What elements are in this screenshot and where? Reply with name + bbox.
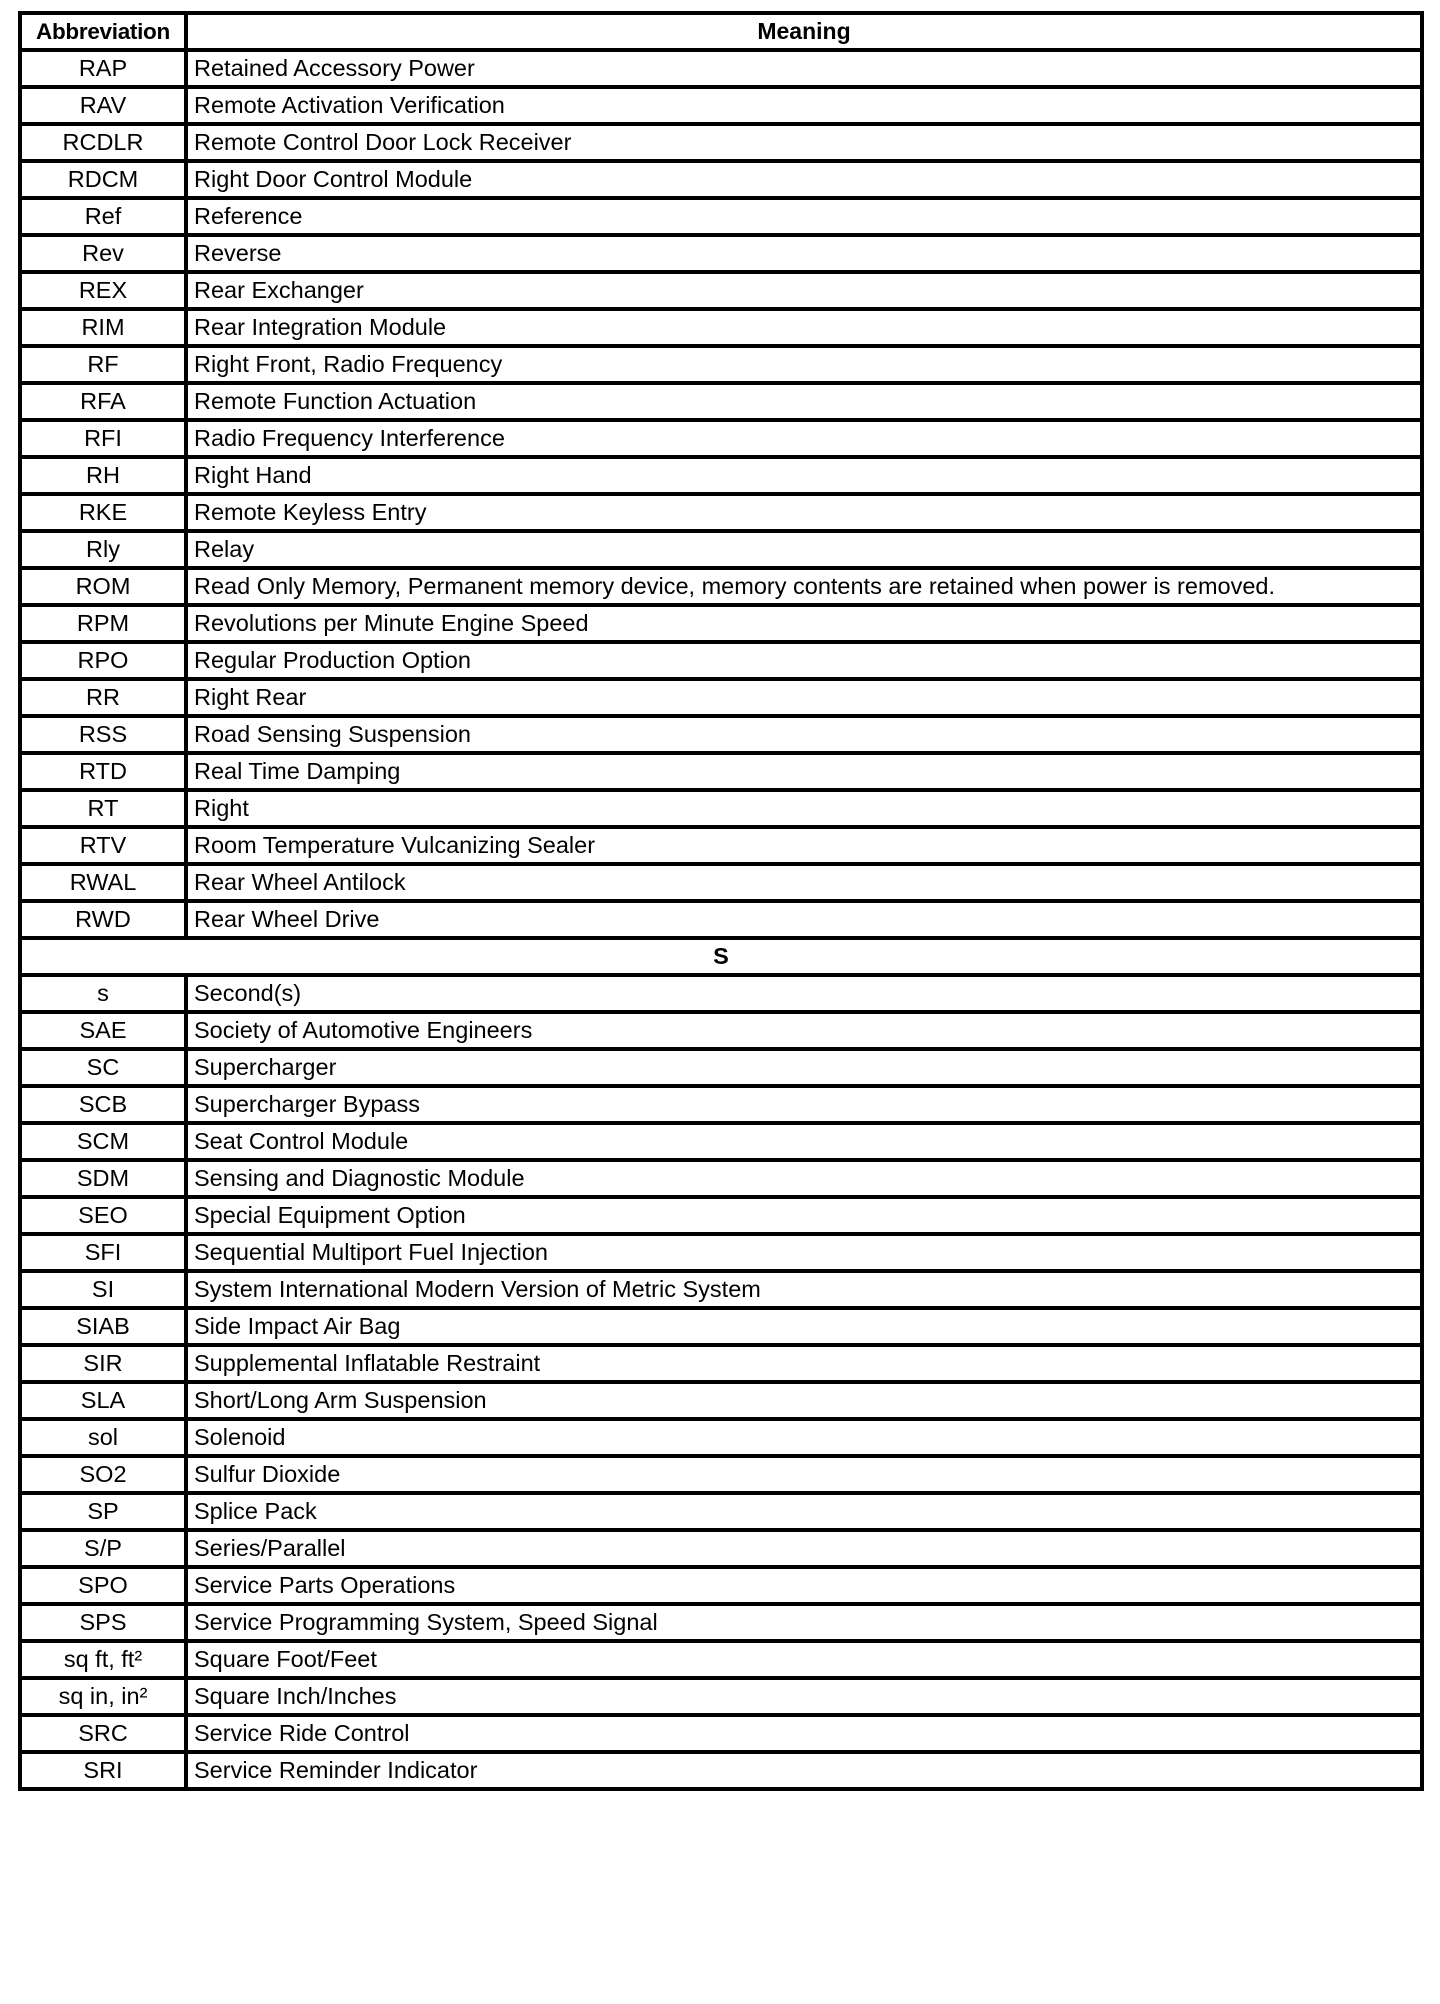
- abbreviation-cell: RH: [20, 457, 186, 494]
- table-row: [20, 1419, 1422, 1456]
- table-row: [20, 1308, 1422, 1345]
- abbreviation-cell: RFI: [20, 420, 186, 457]
- meaning-cell: Side Impact Air Bag: [186, 1308, 1422, 1345]
- table-row: [20, 50, 1422, 87]
- table-row: [20, 1715, 1422, 1752]
- table-row: [20, 975, 1422, 1012]
- meaning-cell: Real Time Damping: [186, 753, 1422, 790]
- meaning-cell: Regular Production Option: [186, 642, 1422, 679]
- meaning-cell: Remote Activation Verification: [186, 87, 1422, 124]
- meaning-cell: Right Door Control Module: [186, 161, 1422, 198]
- table-row: [20, 1012, 1422, 1049]
- abbreviation-cell: RCDLR: [20, 124, 186, 161]
- meaning-cell: Road Sensing Suspension: [186, 716, 1422, 753]
- table-row: [20, 198, 1422, 235]
- abbreviation-cell: REX: [20, 272, 186, 309]
- meaning-cell: Second(s): [186, 975, 1422, 1012]
- meaning-cell: Society of Automotive Engineers: [186, 1012, 1422, 1049]
- meaning-cell: Special Equipment Option: [186, 1197, 1422, 1234]
- abbreviation-cell: SP: [20, 1493, 186, 1530]
- table-row: [20, 1086, 1422, 1123]
- table-row: [20, 605, 1422, 642]
- table-row: [20, 1567, 1422, 1604]
- abbreviation-cell: SFI: [20, 1234, 186, 1271]
- column-header-meaning: Meaning: [186, 13, 1422, 50]
- abbreviation-cell: RSS: [20, 716, 186, 753]
- meaning-cell: Seat Control Module: [186, 1123, 1422, 1160]
- table-row: [20, 457, 1422, 494]
- meaning-cell: Reverse: [186, 235, 1422, 272]
- section-letter: S: [20, 938, 1422, 975]
- abbreviation-cell: SIAB: [20, 1308, 186, 1345]
- table-row: [20, 1382, 1422, 1419]
- meaning-cell: Supplemental Inflatable Restraint: [186, 1345, 1422, 1382]
- meaning-cell: Supercharger: [186, 1049, 1422, 1086]
- abbreviation-cell: SPO: [20, 1567, 186, 1604]
- section-header-row: [20, 938, 1422, 975]
- abbreviation-cell: SLA: [20, 1382, 186, 1419]
- meaning-cell: Sulfur Dioxide: [186, 1456, 1422, 1493]
- table-row: [20, 161, 1422, 198]
- abbreviation-cell: RF: [20, 346, 186, 383]
- meaning-cell: Right Rear: [186, 679, 1422, 716]
- abbreviation-cell: SAE: [20, 1012, 186, 1049]
- meaning-cell: Room Temperature Vulcanizing Sealer: [186, 827, 1422, 864]
- meaning-cell: System International Modern Version of Metric System: [186, 1271, 1422, 1308]
- table-row: [20, 1123, 1422, 1160]
- table-row: [20, 901, 1422, 938]
- abbreviation-cell: RKE: [20, 494, 186, 531]
- meaning-cell: Rear Wheel Drive: [186, 901, 1422, 938]
- table-row: [20, 642, 1422, 679]
- meaning-cell: Remote Keyless Entry: [186, 494, 1422, 531]
- table-row: [20, 1234, 1422, 1271]
- meaning-cell: Relay: [186, 531, 1422, 568]
- table-row: [20, 1530, 1422, 1567]
- table-row: [20, 790, 1422, 827]
- abbreviation-cell: SRC: [20, 1715, 186, 1752]
- column-header-abbreviation: Abbreviation: [20, 13, 186, 50]
- table-row: [20, 87, 1422, 124]
- abbreviation-cell: RT: [20, 790, 186, 827]
- abbreviation-cell: Rly: [20, 531, 186, 568]
- meaning-cell: Square Foot/Feet: [186, 1641, 1422, 1678]
- abbreviation-cell: sol: [20, 1419, 186, 1456]
- abbreviation-cell: RAP: [20, 50, 186, 87]
- table-row: [20, 1604, 1422, 1641]
- meaning-cell: Sequential Multiport Fuel Injection: [186, 1234, 1422, 1271]
- abbreviation-cell: RFA: [20, 383, 186, 420]
- abbreviation-cell: RWD: [20, 901, 186, 938]
- table-row: [20, 383, 1422, 420]
- abbreviation-cell: SC: [20, 1049, 186, 1086]
- table-row: [20, 1049, 1422, 1086]
- table-row: [20, 531, 1422, 568]
- table-row: [20, 1345, 1422, 1382]
- table-row: [20, 1456, 1422, 1493]
- table-row: [20, 1493, 1422, 1530]
- table-row: [20, 1752, 1422, 1789]
- meaning-cell: Service Programming System, Speed Signal: [186, 1604, 1422, 1641]
- meaning-cell: Series/Parallel: [186, 1530, 1422, 1567]
- table-row: [20, 346, 1422, 383]
- meaning-cell: Remote Function Actuation: [186, 383, 1422, 420]
- abbreviation-cell: SRI: [20, 1752, 186, 1789]
- table-row: [20, 753, 1422, 790]
- meaning-cell: Reference: [186, 198, 1422, 235]
- meaning-cell: Rear Exchanger: [186, 272, 1422, 309]
- meaning-cell: Right: [186, 790, 1422, 827]
- abbreviation-cell: RPO: [20, 642, 186, 679]
- table-body: [20, 50, 1422, 1789]
- table-row: [20, 420, 1422, 457]
- abbreviation-cell: S/P: [20, 1530, 186, 1567]
- meaning-cell: Read Only Memory, Permanent memory device, memory contents are retained when power is removed.: [186, 568, 1422, 605]
- meaning-cell: Square Inch/Inches: [186, 1678, 1422, 1715]
- table-row: [20, 1678, 1422, 1715]
- abbreviation-cell: SCB: [20, 1086, 186, 1123]
- abbreviation-cell: RAV: [20, 87, 186, 124]
- abbreviation-cell: SCM: [20, 1123, 186, 1160]
- abbreviation-cell: RIM: [20, 309, 186, 346]
- meaning-cell: Retained Accessory Power: [186, 50, 1422, 87]
- table-header-row: [20, 13, 1422, 50]
- abbreviation-cell: RTD: [20, 753, 186, 790]
- meaning-cell: Splice Pack: [186, 1493, 1422, 1530]
- abbreviation-cell: RTV: [20, 827, 186, 864]
- table-row: [20, 864, 1422, 901]
- abbreviation-cell: Ref: [20, 198, 186, 235]
- meaning-cell: Service Ride Control: [186, 1715, 1422, 1752]
- abbreviation-cell: SDM: [20, 1160, 186, 1197]
- meaning-cell: Service Reminder Indicator: [186, 1752, 1422, 1789]
- abbreviation-cell: sq in, in²: [20, 1678, 186, 1715]
- meaning-cell: Rear Integration Module: [186, 309, 1422, 346]
- meaning-cell: Sensing and Diagnostic Module: [186, 1160, 1422, 1197]
- table-row: [20, 1641, 1422, 1678]
- abbreviation-cell: SEO: [20, 1197, 186, 1234]
- meaning-cell: Right Hand: [186, 457, 1422, 494]
- table-row: [20, 1160, 1422, 1197]
- meaning-cell: Service Parts Operations: [186, 1567, 1422, 1604]
- table-row: [20, 272, 1422, 309]
- abbreviation-cell: RR: [20, 679, 186, 716]
- meaning-cell: Remote Control Door Lock Receiver: [186, 124, 1422, 161]
- abbreviation-cell: RDCM: [20, 161, 186, 198]
- abbreviation-cell: sq ft, ft²: [20, 1641, 186, 1678]
- meaning-cell: Radio Frequency Interference: [186, 420, 1422, 457]
- table-row: [20, 679, 1422, 716]
- abbreviation-cell: RWAL: [20, 864, 186, 901]
- abbreviation-cell: s: [20, 975, 186, 1012]
- meaning-cell: Revolutions per Minute Engine Speed: [186, 605, 1422, 642]
- meaning-cell: Rear Wheel Antilock: [186, 864, 1422, 901]
- abbreviation-cell: SPS: [20, 1604, 186, 1641]
- meaning-cell: Solenoid: [186, 1419, 1422, 1456]
- meaning-cell: Short/Long Arm Suspension: [186, 1382, 1422, 1419]
- abbreviation-cell: Rev: [20, 235, 186, 272]
- table-row: [20, 309, 1422, 346]
- abbreviation-cell: RPM: [20, 605, 186, 642]
- abbreviation-cell: ROM: [20, 568, 186, 605]
- table-row: [20, 1271, 1422, 1308]
- table-row: [20, 827, 1422, 864]
- table-row: [20, 716, 1422, 753]
- table-row: [20, 494, 1422, 531]
- table-row: [20, 124, 1422, 161]
- meaning-cell: Supercharger Bypass: [186, 1086, 1422, 1123]
- abbreviation-cell: SO2: [20, 1456, 186, 1493]
- abbreviation-cell: SI: [20, 1271, 186, 1308]
- table-row: [20, 235, 1422, 272]
- meaning-cell: Right Front, Radio Frequency: [186, 346, 1422, 383]
- table-row: [20, 568, 1422, 605]
- abbreviation-table: [18, 11, 1424, 1791]
- table-row: [20, 1197, 1422, 1234]
- abbreviation-cell: SIR: [20, 1345, 186, 1382]
